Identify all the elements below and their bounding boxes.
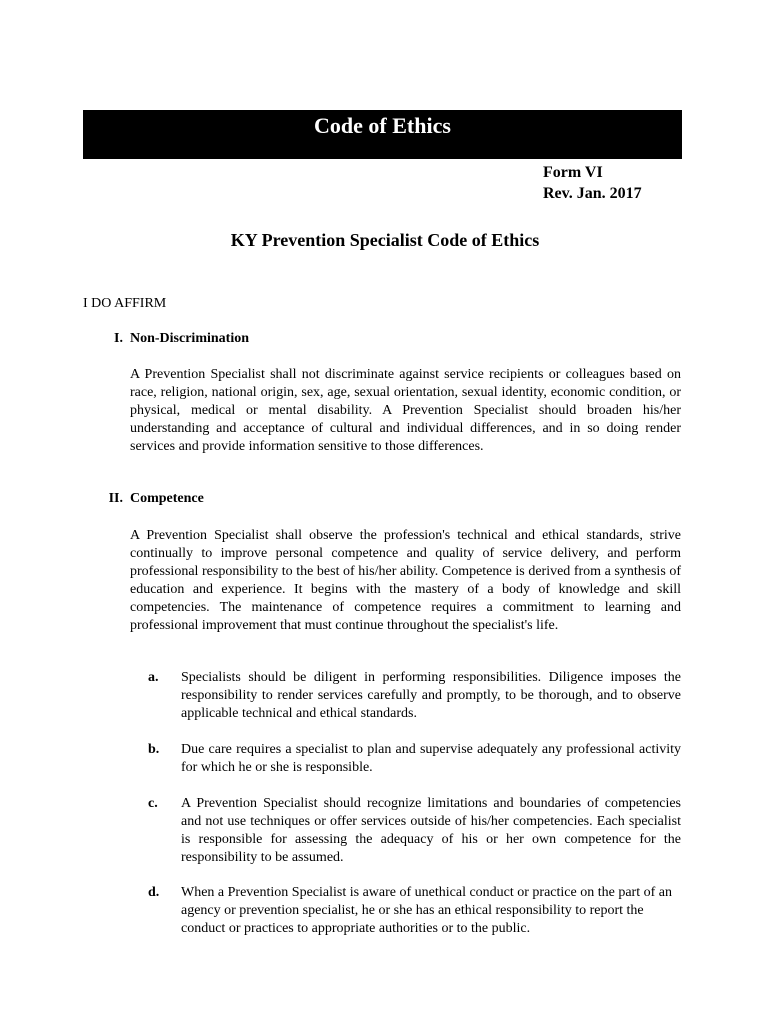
item-text: Specialists should be diligent in performing responsibilities. Diligence imposes the responsibility to render services carefully and promptly, to be thorough, and to observe applicable technical and ethical standards. xyxy=(181,670,681,721)
section-heading-competence xyxy=(0,491,770,511)
form-number: Form VI xyxy=(543,164,603,181)
section-body-non-discrimination: A Prevention Specialist shall not discriminate against service recipients or colleagues based on race, religion, national origin, sex, age, sexual orientation, sexual identity, economic condition, or physical, medical or mental disability. A Prevention Specialist should broaden his/her understanding and acceptance of cultural and individual differences, and in so doing render services and provide information sensitive to those differences. xyxy=(130,367,681,454)
section-number: I. xyxy=(114,331,123,346)
section-title: Non-Discrimination xyxy=(130,331,249,346)
form-meta xyxy=(543,162,642,204)
item-label: a. xyxy=(148,670,159,685)
item-text: Due care requires a specialist to plan and supervise adequately any professional activity for which he or she is responsible. xyxy=(181,742,681,775)
revision-date: Rev. Jan. 2017 xyxy=(543,185,642,202)
banner-title: Code of Ethics xyxy=(314,113,451,138)
item-label: d. xyxy=(148,885,160,900)
section-heading-non-discrimination xyxy=(0,331,770,351)
item-label: c. xyxy=(148,796,158,811)
item-text: When a Prevention Specialist is aware of unethical conduct or practice on the part of an agency or prevention specialist, he or she has an ethical responsibility to report the conduct or practices to appropriate authorities or to the public. xyxy=(181,885,672,936)
document-title: KY Prevention Specialist Code of Ethics xyxy=(230,230,540,250)
affirm-statement: I DO AFFIRM xyxy=(83,296,167,311)
item-label: b. xyxy=(148,742,160,757)
section-title: Competence xyxy=(130,491,204,506)
item-text: A Prevention Specialist should recognize limitations and boundaries of competencies and not use techniques or offer services outside of his/her competencies. Each specialist is responsible for assessing the adequacy of his or her own competence for the responsibility to be assumed. xyxy=(181,796,681,865)
section-body-competence: A Prevention Specialist shall observe the profession's technical and ethical standards, strive continually to improve personal competence and quality of service delivery, and perform professional responsibility to the best of his/her ability. Competence is derived from a synthesis of education and experience. It begins with the mastery of a body of knowledge and skill competencies. The maintenance of competence requires a commitment to learning and professional improvement that must continue throughout the specialist's life. xyxy=(130,528,681,633)
section-number: II. xyxy=(108,491,123,506)
code-of-ethics-banner xyxy=(83,110,682,159)
